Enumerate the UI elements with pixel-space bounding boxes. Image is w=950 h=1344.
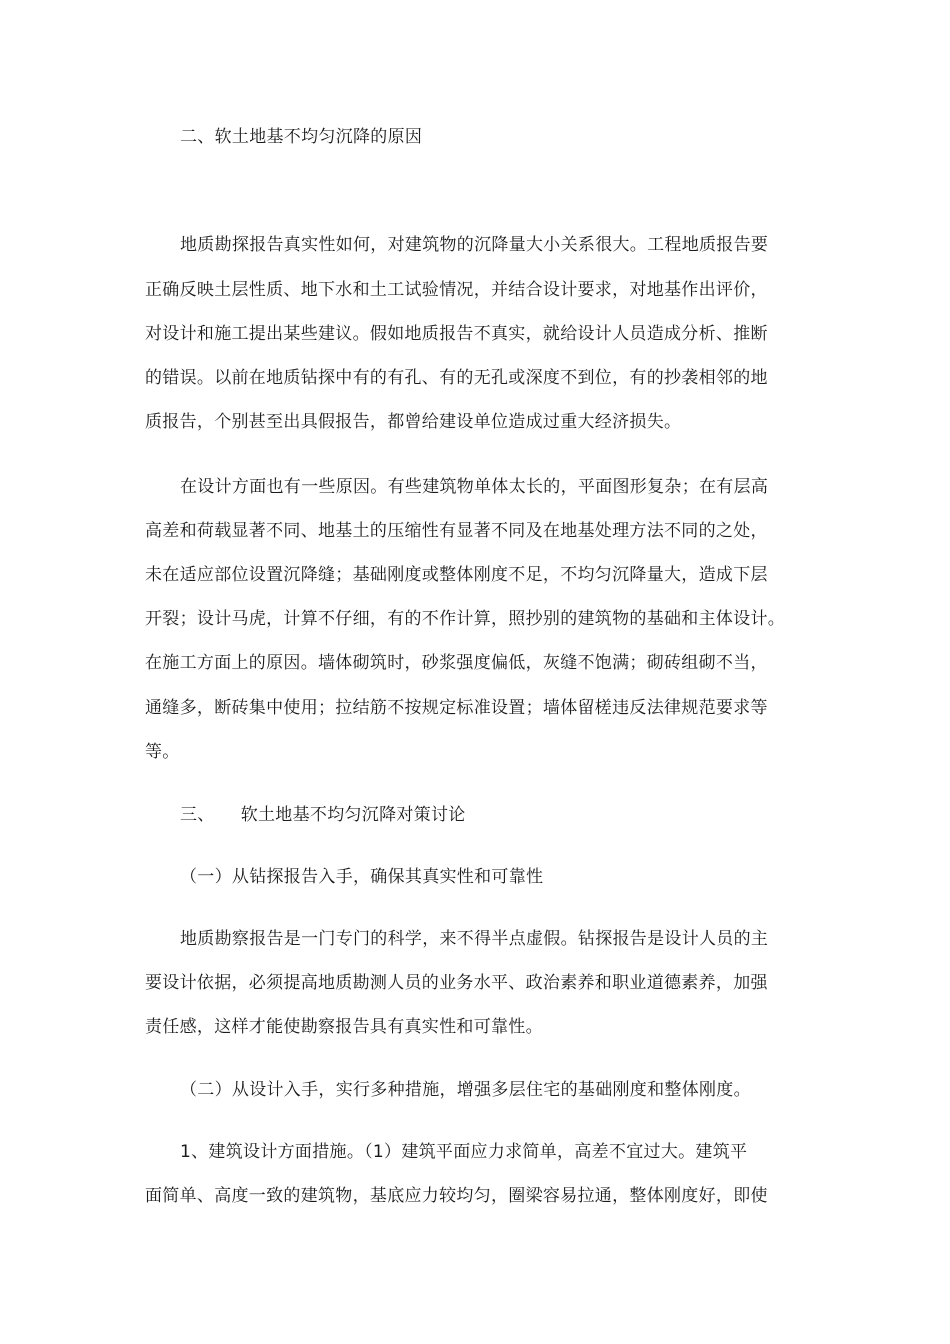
paragraph-1-line-4: 的错误。以前在地质钻探中有的有孔、有的无孔或深度不到位，有的抄袭相邻的地 (145, 368, 768, 388)
paragraph-2-line-7: 等。 (145, 742, 180, 762)
subheading-1: （一）从钻探报告入手，确保其真实性和可靠性 (180, 867, 544, 887)
paragraph-4-line-2: 面简单、高度一致的建筑物，基底应力较均匀，圈梁容易拉通，整体刚度好，即使 (145, 1186, 768, 1206)
paragraph-1-line-2: 正确反映土层性质、地下水和土工试验情况，并结合设计要求，对地基作出评价， (145, 280, 768, 300)
paragraph-3-line-2: 要设计依据，必须提高地质勘测人员的业务水平、政治素养和职业道德素养，加强 (145, 973, 768, 993)
paragraph-2-line-2: 高差和荷载显著不同、地基土的压缩性有显著不同及在地基处理方法不同的之处， (145, 521, 768, 541)
paragraph-1-line-3: 对设计和施工提出某些建议。假如地质报告不真实，就给设计人员造成分析、推断 (145, 324, 768, 344)
paragraph-2-line-3: 未在适应部位设置沉降缝；基础刚度或整体刚度不足，不均匀沉降量大，造成下层 (145, 565, 768, 585)
paragraph-1-line-1: 地质勘探报告真实性如何，对建筑物的沉降量大小关系很大。工程地质报告要 (180, 235, 769, 255)
paragraph-2-line-5: 在施工方面上的原因。墙体砌筑时，砂浆强度偏低，灰缝不饱满；砌砖组砌不当， (145, 653, 768, 673)
paragraph-3-line-3: 责任感，这样才能使勘察报告具有真实性和可靠性。 (145, 1017, 543, 1037)
paragraph-2-line-4: 开裂；设计马虎，计算不仔细，有的不作计算，照抄别的建筑物的基础和主体设计。 (145, 609, 786, 629)
subheading-2: （二）从设计入手，实行多种措施，增强多层住宅的基础刚度和整体刚度。 (180, 1080, 751, 1100)
paragraph-2-line-6: 通缝多，断砖集中使用；拉结筋不按规定标准设置；墙体留槎违反法律规范要求等 (145, 698, 768, 718)
paragraph-3-line-1: 地质勘察报告是一门专门的科学，来不得半点虚假。钻探报告是设计人员的主 (180, 929, 769, 949)
section-heading-3: 三、 软土地基不均匀沉降对策讨论 (180, 805, 466, 825)
paragraph-2-line-1: 在设计方面也有一些原因。有些建筑物单体太长的，平面图形复杂；在有层高 (180, 477, 769, 497)
section-heading-2: 二、软土地基不均匀沉降的原因 (180, 127, 423, 147)
paragraph-4-line-1: 1、建筑设计方面措施。（1）建筑平面应力求简单，高差不宜过大。建筑平 (180, 1142, 748, 1162)
paragraph-1-line-5: 质报告，个别甚至出具假报告，都曾给建设单位造成过重大经济损失。 (145, 412, 682, 432)
